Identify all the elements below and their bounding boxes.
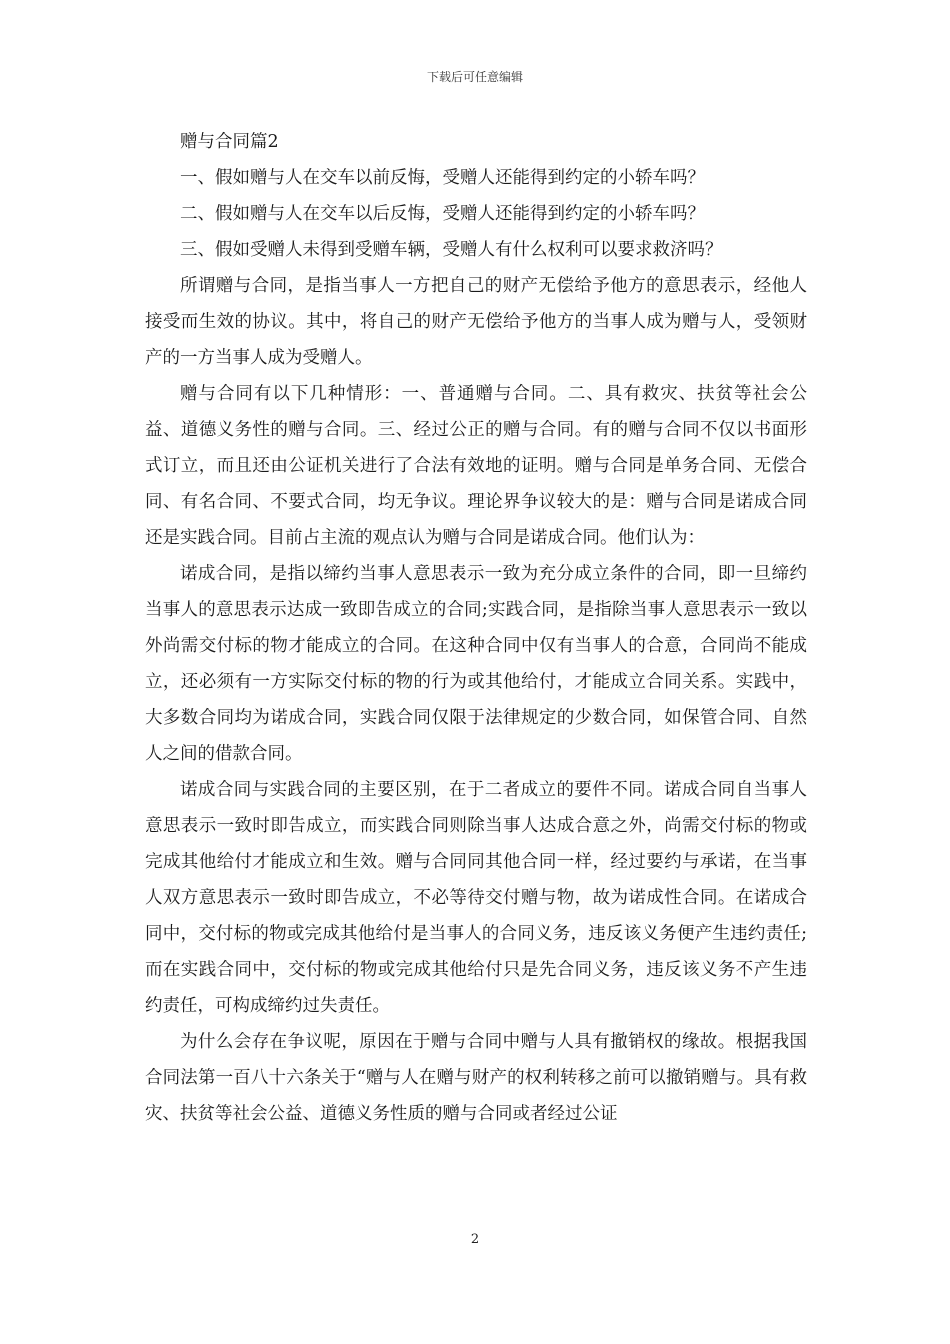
- paragraph-definition: 所谓赠与合同，是指当事人一方把自己的财产无偿给予他方的意思表示，经他人接受而生效的协议。其中，将自己的财产无偿给予他方的当事人成为赠与人，受领财产的一方当事人成为受赠人。: [145, 276, 807, 368]
- page-number: 2: [470, 1232, 480, 1247]
- paragraph-types: 赠与合同有以下几种情形：一、普通赠与合同。二、具有救灾、扶贫等社会公益、道德义务性的赠与合同。三、经过公正的赠与合同。有的赠与合同不仅以书面形式订立，而且还由公证机关进行了合法有效地的证明。赠与合同是单务合同、无偿合同、有名合同、不要式合同，均无争议。理论界争议较大的是：赠与合同是诺成合同还是实践合同。目前占主流的观点认为赠与合同是诺成合同。他们认为：: [145, 384, 807, 548]
- paragraph-dispute: 为什么会存在争议呢，原因在于赠与合同中赠与人具有撤销权的缘故。根据我国合同法第一百八十六条关于“赠与人在赠与财产的权利转移之前可以撤销赠与。具有救灾、扶贫等社会公益、道德义务性质的赠与合同或者经过公证: [145, 1032, 807, 1124]
- document-body: [145, 124, 807, 1132]
- paragraph-consensual-contract: 诺成合同，是指以缔约当事人意思表示一致为充分成立条件的合同，即一旦缔约当事人的意思表示达成一致即告成立的合同;实践合同，是指除当事人意思表示一致以外尚需交付标的物才能成立的合同。在这种合同中仅有当事人的合意，合同尚不能成立，还必须有一方实际交付标的物的行为或其他给付，才能成立合同关系。实践中，大多数合同均为诺成合同，实践合同仅限于法律规定的少数合同，如保管合同、自然人之间的借款合同。: [145, 564, 807, 764]
- question-2: 二、假如赠与人在交车以后反悔，受赠人还能得到约定的小轿车吗？: [180, 204, 705, 224]
- page-header: 下载后可任意编辑: [426, 70, 523, 84]
- question-1: 一、假如赠与人在交车以前反悔，受赠人还能得到约定的小轿车吗？: [180, 168, 705, 188]
- document-title: 赠与合同篇2: [180, 132, 279, 152]
- question-3: 三、假如受赠人未得到受赠车辆，受赠人有什么权利可以要求救济吗？: [180, 240, 723, 260]
- paragraph-differences: 诺成合同与实践合同的主要区别，在于二者成立的要件不同。诺成合同自当事人意思表示一致时即告成立，而实践合同则除当事人达成合意之外，尚需交付标的物或完成其他给付才能成立和生效。赠与合同同其他合同一样，经过要约与承诺，在当事人双方意思表示一致时即告成立，不必等待交付赠与物，故为诺成性合同。在诺成合同中，交付标的物或完成其他给付是当事人的合同义务，违反该义务便产生违约责任;而在实践合同中，交付标的物或完成其他给付只是先合同义务，违反该义务不产生违约责任，可构成缔约过失责任。: [145, 780, 807, 1016]
